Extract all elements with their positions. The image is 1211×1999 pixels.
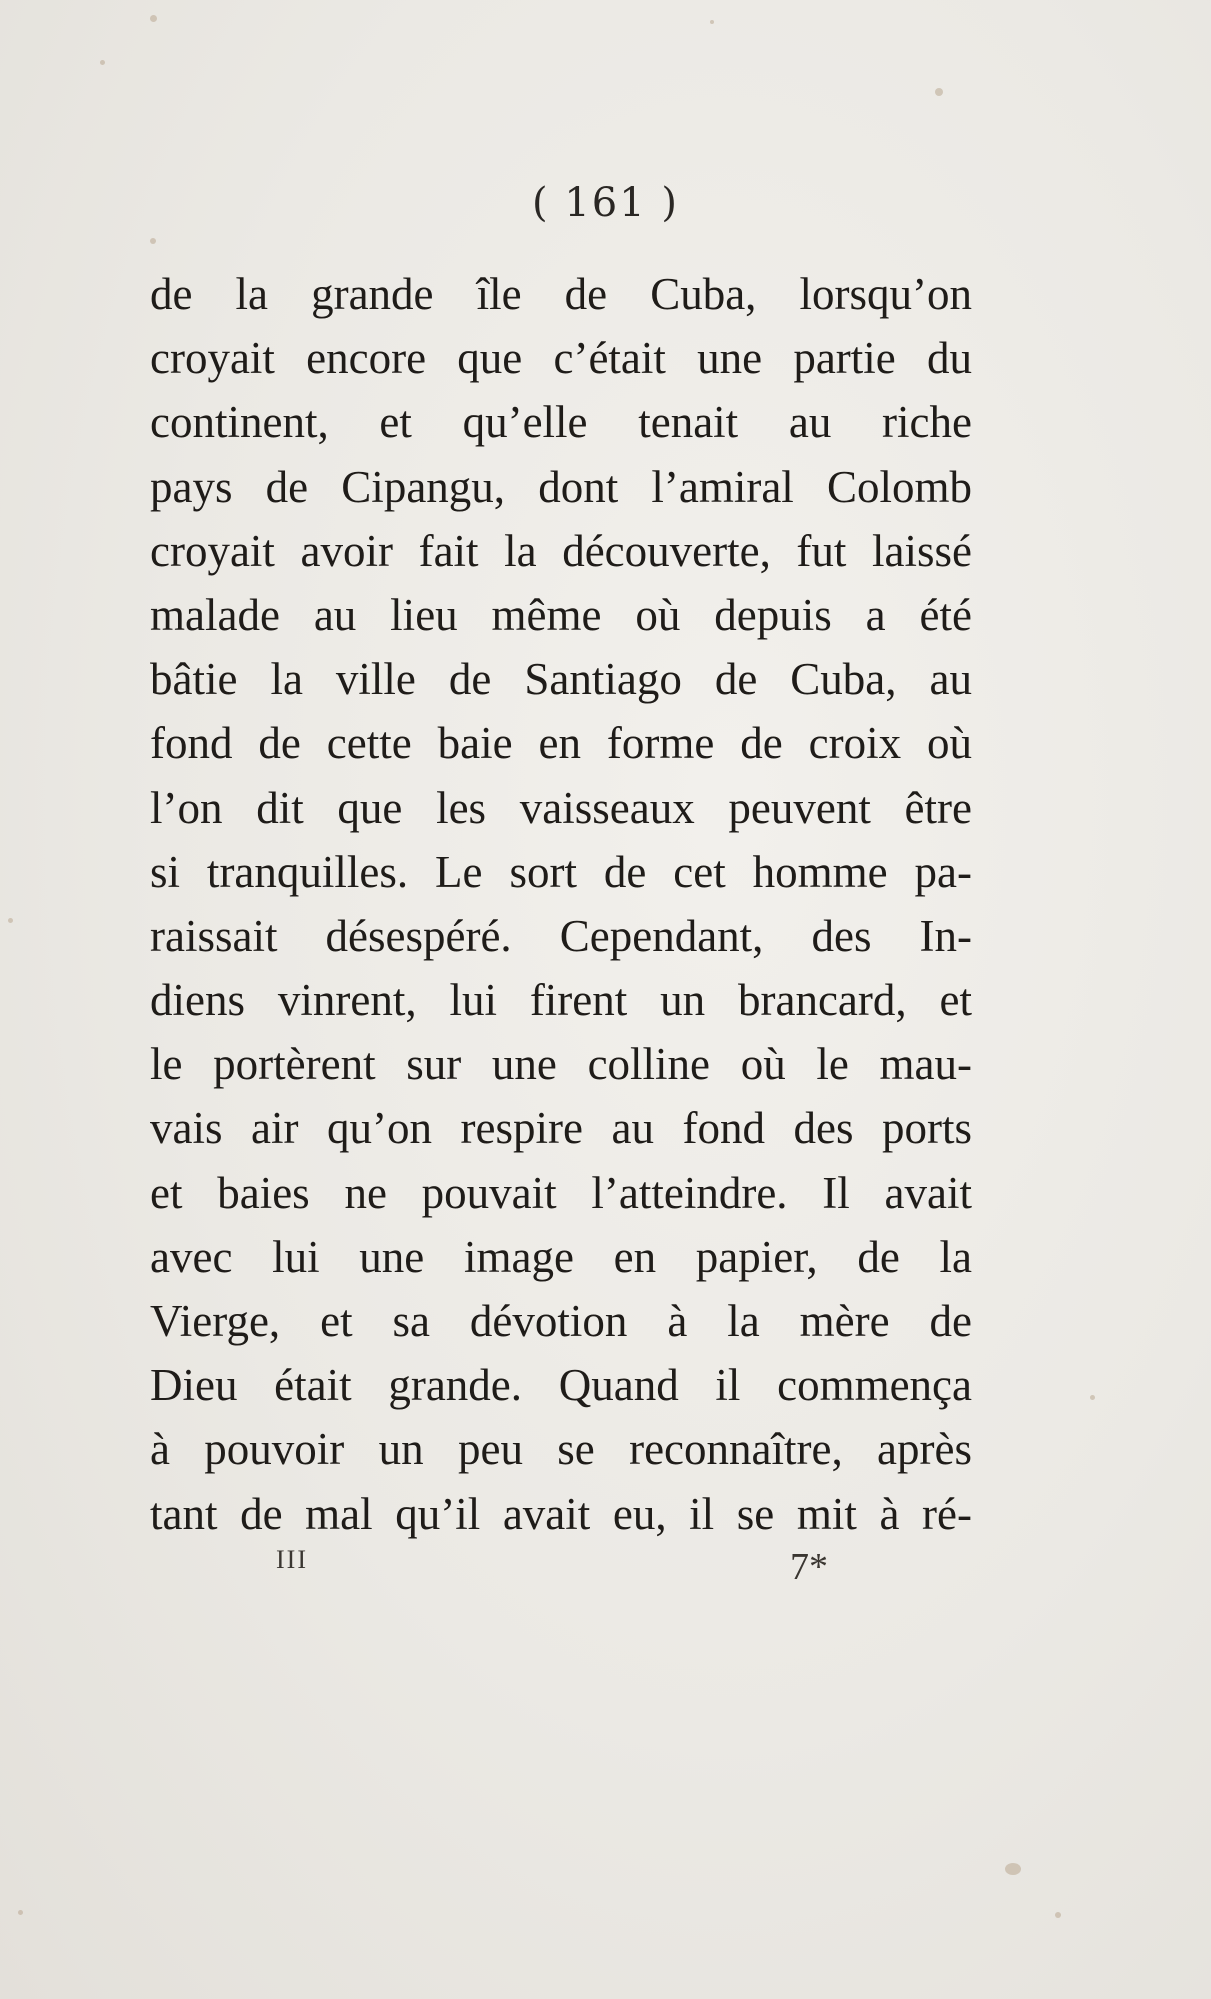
text-line: l’on dit que les vaisseaux peuvent être: [150, 782, 972, 833]
text-line: fond de cette baie en forme de croix où: [150, 718, 972, 769]
paper-speck: [710, 20, 714, 24]
text-line: le portèrent sur une colline où le mau-: [150, 1039, 972, 1090]
paper-speck: [100, 60, 105, 65]
text-line: bâtie la ville de Santiago de Cuba, au: [150, 654, 972, 705]
paper-speck: [150, 15, 157, 22]
text-line: tant de mal qu’il avait eu, il se mit à ré-: [150, 1488, 972, 1539]
paper-speck: [18, 1910, 23, 1915]
paper-speck: [1090, 1395, 1095, 1400]
text-line: de la grande île de Cuba, lorsqu’on: [150, 269, 972, 319]
text-line: et baies ne pouvait l’atteindre. Il avait: [150, 1167, 972, 1218]
text-line: diens vinrent, lui firent un brancard, et: [150, 975, 972, 1026]
text-line: si tranquilles. Le sort de cet homme pa-: [150, 846, 972, 897]
page-footer: [150, 1545, 972, 1595]
paper-speck: [8, 918, 13, 923]
paper-speck: [1055, 1912, 1061, 1918]
text-line: continent, et qu’elle tenait au riche: [150, 397, 972, 448]
text-line: malade au lieu même où depuis a été: [150, 589, 972, 640]
body-text: [150, 262, 972, 1546]
paper-speck: [935, 88, 943, 96]
text-line: Vierge, et sa dévotion à la mère de: [150, 1296, 972, 1346]
paper-speck: [150, 238, 156, 244]
signature-mark: III: [276, 1545, 308, 1574]
text-line: raissait désespéré. Cependant, des In-: [150, 910, 972, 961]
text-line: à pouvoir un peu se reconnaître, après: [150, 1424, 972, 1475]
page-number-header: ( 161 ): [532, 180, 679, 226]
sheet-number: 7*: [790, 1546, 828, 1588]
text-line: croyait avoir fait la découverte, fut laissé: [150, 525, 972, 576]
text-line: pays de Cipangu, dont l’amiral Colomb: [150, 461, 972, 512]
text-line: Dieu était grande. Quand il commença: [150, 1360, 972, 1411]
text-line: croyait encore que c’était une partie du: [150, 333, 972, 384]
paper-speck: [1005, 1863, 1021, 1875]
text-line: avec lui une image en papier, de la: [150, 1231, 972, 1282]
text-line: vais air qu’on respire au fond des ports: [150, 1103, 972, 1154]
